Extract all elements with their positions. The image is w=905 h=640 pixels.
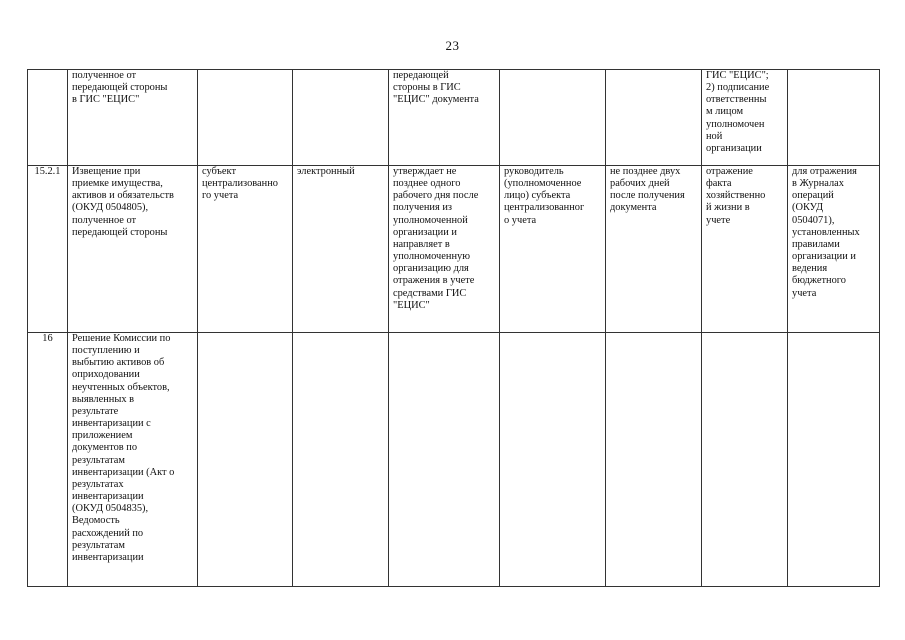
cell-deadline <box>606 70 702 166</box>
cell-purpose: отражение факта хозяйственно й жизни в учете <box>702 166 788 333</box>
cell-responsible <box>500 333 606 587</box>
cell-document-name: Извещение при приемке имущества, активов и обязательств (ОКУД 0504805), полученное от передающей стороны <box>68 166 198 333</box>
document-table <box>27 69 880 587</box>
cell-usage <box>788 70 880 166</box>
cell-format <box>293 70 389 166</box>
cell-action: передающей стороны в ГИС "ЕЦИС" документа <box>389 70 500 166</box>
cell-composer <box>198 70 293 166</box>
cell-purpose: ГИС "ЕЦИС"; 2) подписание ответственны м лицом уполномочен ной организации <box>702 70 788 166</box>
cell-action <box>389 333 500 587</box>
cell-format: электронный <box>293 166 389 333</box>
cell-usage: для отражения в Журналах операций (ОКУД 0504071), установленных правилами организации и ведения бюджетного учета <box>788 166 880 333</box>
table-row <box>28 166 880 333</box>
cell-composer: субъект централизованно го учета <box>198 166 293 333</box>
cell-number: 16 <box>28 333 68 587</box>
cell-responsible: руководитель (уполномоченное лицо) субъекта централизованног о учета <box>500 166 606 333</box>
table-row <box>28 333 880 587</box>
cell-usage <box>788 333 880 587</box>
cell-action: утверждает не позднее одного рабочего дня после получения из уполномоченной организации и направляет в уполномоченную организацию для отражения в учете средствами ГИС "ЕЦИС" <box>389 166 500 333</box>
cell-document-name: Решение Комиссии по поступлению и выбытию активов об оприходовании неучтенных объектов, выявленных в результате инвентаризации с приложением документов по результатам инвентаризации (Акт о результатах инвентаризации (ОКУД 0504835), Ведомость расхождений по результатам инвентаризации <box>68 333 198 587</box>
page-number: 23 <box>445 38 460 53</box>
cell-format <box>293 333 389 587</box>
cell-composer <box>198 333 293 587</box>
table-row <box>28 70 880 166</box>
cell-responsible <box>500 70 606 166</box>
cell-deadline <box>606 333 702 587</box>
cell-purpose <box>702 333 788 587</box>
cell-number: 15.2.1 <box>28 166 68 333</box>
cell-deadline: не позднее двух рабочих дней после получения документа <box>606 166 702 333</box>
cell-number <box>28 70 68 166</box>
cell-document-name: полученное от передающей стороны в ГИС "ЕЦИС" <box>68 70 198 166</box>
